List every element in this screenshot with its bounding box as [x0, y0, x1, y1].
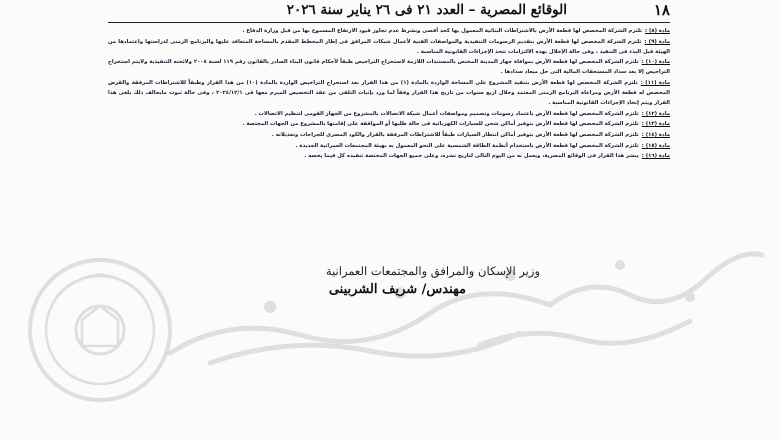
article-label: مادة (١٤) :: [641, 131, 670, 138]
signature-block: [160, 264, 540, 314]
header-title: الوقائع المصرية – العدد ٢١ فى ٢٦ يناير سنة ٢٠٢٦: [286, 2, 567, 18]
article-label: مادة (١٠) :: [641, 59, 670, 66]
minister-name: مهندس/ شريف الشربينى: [328, 282, 466, 297]
page-number: ١٨: [653, 1, 670, 19]
article-text: تلتزم الشركة المخصص لها قطعة الأرض بتنفيذ المشروع على المساحة الواردة بالمادة (١) من هذا القرار بعد استخراج التراخيص الواردة بالمادة (١٠) من هذا القرار وطبقاً للاشتراطات المرفقة والقرض المخصص له قطعة الأرض ومراعاة البرنامج الزمنى المعتمد وخلال اربع سنوات من تاريخ هذا القرار وفقاً لما ورد بإثبات التلقى من عقد التخصيص المبرم معها فى ٢٠٢٤/١٢/١ ، وفى حالة ثبوت مايخالف ذلك يلغى هذا القرار ويتم إتخاذ الإجراءات القانونية المناسبة .: [108, 79, 670, 107]
article-paragraph: [108, 26, 670, 36]
article-paragraph: [108, 141, 670, 151]
article-text: تلتزم الشركة المخصص لها قطعة الأرض باستخدام أنظمة الطاقة الشمسية على النحو المعمول به بهيئة المجتمعات العمرانية الجديدة .: [295, 142, 639, 149]
article-paragraph: [108, 78, 670, 108]
header-divider: [108, 22, 670, 23]
article-text: تلتزم الشركة المخصص لها قطعة الأرض بموافاة جهاز المدينة المختص بالمستندات اللازمة لاستخراج التراخيص طبقاً لأحكام قانون البناء الصادر بالقانون رقم ١١٩ لسنة ٢٠٠٨ ولائحته التنفيذية ولايتم استخراج التراخيص إلا بعد سداد المستحقات المالية التى حل ميعاد سدادها .: [108, 59, 670, 76]
article-paragraph: [108, 119, 670, 129]
page-header: [108, 0, 670, 24]
article-label: مادة (١٢) :: [641, 110, 670, 117]
article-text: تلتزم الشركة المخصص لها قطعة الأرض بتقديم الرسومات التنفيذية والمواصفات الفنية لأعمال شبكات المرافق فى إطار المخطط المقدم بالمساحة المتعاقد عليها والبرنامج الزمنى لدراستها واعتمادها من الهيئة قبل البدء فى التنفيذ ، وفى حالة الإخلال بهذه الالتزامات تتخذ الإجراءات القانونية المناسبة .: [108, 38, 670, 55]
article-label: مادة (٨) :: [644, 28, 670, 34]
article-label: مادة (١٣) :: [641, 121, 670, 128]
article-paragraph: [108, 37, 670, 57]
article-text: تلتزم الشركة المخصص لها قطعة الأرض بتوفير أماكن انتظار السيارات طبقاً للاشتراطات المرفقة بالقرار والكود المصرى للجراجات وتعديلاته .: [271, 131, 639, 138]
article-paragraph: [108, 109, 670, 119]
article-paragraph: [108, 57, 670, 77]
article-text: تلتزم الشركة المخصص لها قطعة الأرض بتوفير أماكن شحن للسيارات الكهربائية فى حالة طلبها أو الموافقة على إقامتها بالمشروع من الجهات المختصة .: [242, 121, 639, 128]
article-list: [108, 26, 670, 162]
article-text: ينشر هذا القرار فى الوقائع المصرية، ويعمل به من اليوم التالى لتاريخ نشره، وعلى جميع الجهات المختصة تنفيذه كل فيما يخصه .: [304, 153, 639, 160]
minister-title: وزير الإسكان والمرافق والمجتمعات العمرانية: [325, 264, 540, 278]
article-paragraph: [108, 130, 670, 140]
article-label: مادة (١١) :: [640, 79, 670, 86]
article-label: مادة (٩) :: [644, 38, 670, 45]
article-paragraph: [108, 151, 670, 161]
article-text: تلتزم الشركة المخصص لها قطعة الأرض بالاشتراطات البنائية المعمول بها كحد أقصى وبشرط عدم تجاوز قيود الارتفاع المسموح بها من قبل وزارة الدفاع .: [242, 28, 642, 34]
article-label: مادة (١٦) :: [641, 153, 670, 160]
article-label: مادة (١٥) :: [641, 142, 670, 149]
article-text: تلتزم الشركة المخصص لها قطعة الأرض باعتماد رسومات وتصميم ومواصفات أعمال شبكة الاتصالات بالمشروع من الجهاز القومى لتنظيم الاتصالات .: [254, 110, 639, 117]
